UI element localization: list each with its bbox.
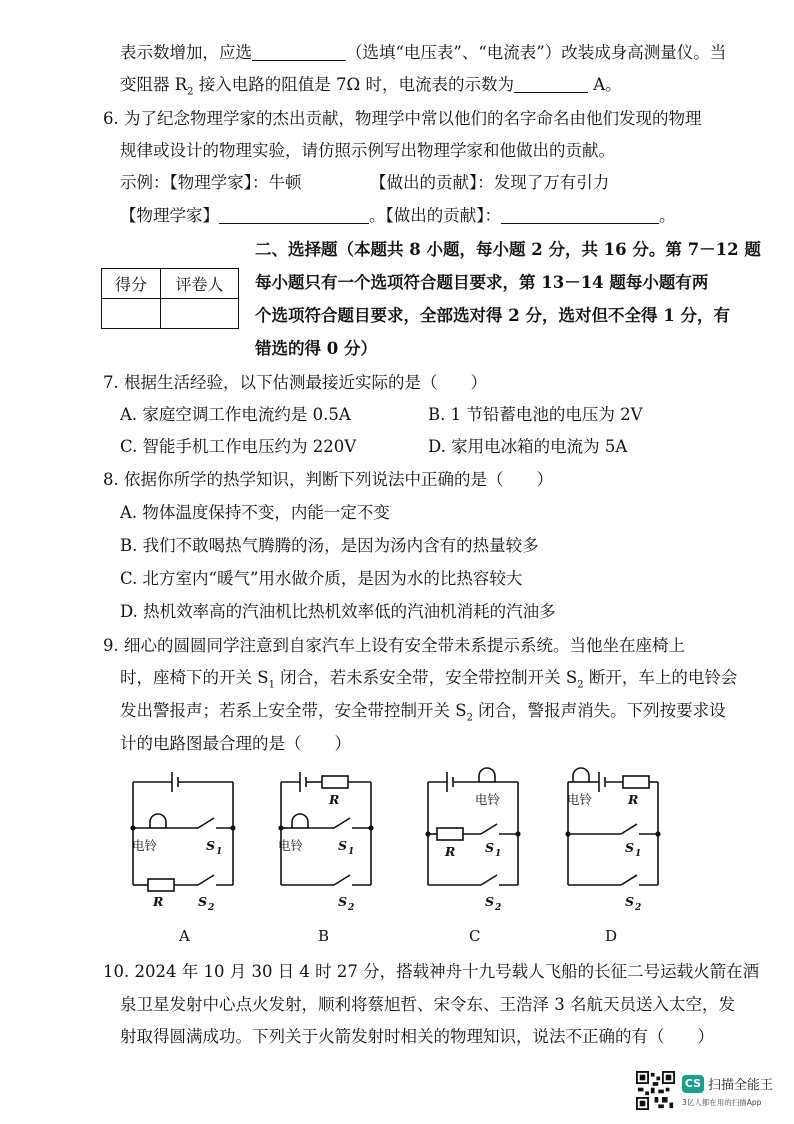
s1-label: S (625, 840, 635, 855)
answer-blank-current[interactable] (514, 76, 588, 93)
q9-stem-line4: 计的电路图最合理的是（ ） (120, 734, 351, 753)
s1-label: S (206, 838, 216, 853)
answer-blank-physicist[interactable] (219, 207, 369, 224)
q10-stem-line2: 泉卫星发射中心点火发射，顺利将蔡旭哲、宋令东、王浩泽 3 名航天员送入太空，发 (120, 995, 735, 1014)
q7-option-a[interactable]: A. 家庭空调工作电流约是 0.5A (120, 405, 351, 424)
score-table (101, 268, 239, 329)
q9-stem-line1: 9. 细心的圆圆同学注意到自家汽车上设有安全带未系提示系统。当他坐在座椅上 (103, 636, 685, 655)
camscanner-subtitle: 3亿人都在用的扫描App (682, 1098, 762, 1107)
switch-s2-icon (198, 875, 214, 885)
q9-stem-line3: 发出警报声；若系上安全带，安全带控制开关 $S_2$ 闭合，警报声消失。下列按要求设 (120, 701, 726, 724)
q6-stem-line2: 规律或设计的物理实验，请仿照示例写出物理学家和他做出的贡献。 (120, 141, 615, 160)
s1-label: S (338, 838, 348, 853)
circuit-a (128, 768, 238, 913)
svg-text:1: 1 (495, 849, 502, 859)
q10-stem-line1: 10. 2024 年 10 月 30 日 4 时 27 分，搭载神舟十九号载人飞船的长征二号运载火箭在酒 (103, 962, 760, 981)
s2-label: S (625, 894, 635, 909)
resistor-icon (148, 879, 174, 891)
section2-line2: 每小题只有一个选项符合题目要求，第 13－14 题每小题有两 (255, 273, 709, 292)
q7-stem: 7. 根据生活经验，以下估测最接近实际的是（ ） (103, 373, 487, 392)
svg-text:1: 1 (216, 847, 223, 857)
switch-s2-icon (334, 875, 350, 885)
switch-s1-icon (198, 818, 214, 828)
r-label: R (329, 792, 340, 807)
r-label: R (628, 792, 639, 807)
grader-cell[interactable] (161, 299, 239, 329)
answer-blank-contribution[interactable] (501, 207, 659, 224)
q6-example-left: 示例：【物理学家】：牛顿 (120, 173, 302, 192)
svg-text:1: 1 (348, 847, 355, 857)
bell-label: 电铃 (567, 792, 593, 807)
circuit-d (563, 768, 663, 913)
q7-option-d[interactable]: D. 家用电冰箱的电流为 5A (428, 437, 628, 456)
q6-fill-line: 【物理学家】 。【做出的贡献】： 。 (120, 206, 676, 225)
q8-option-a[interactable]: A. 物体温度保持不变，内能一定不变 (120, 503, 390, 522)
q6-example-right: 【做出的贡献】：发现了万有引力 (370, 173, 610, 192)
circuit-c (423, 768, 523, 913)
q7-option-b[interactable]: B. 1 节铅蓄电池的电压为 2V (428, 405, 643, 424)
s1-label: S (485, 840, 495, 855)
q9-option-c-label[interactable]: C (469, 927, 481, 945)
q7-option-c[interactable]: C. 智能手机工作电压约为 220V (120, 437, 357, 456)
qr-code-icon (636, 1071, 675, 1110)
bell-icon (150, 814, 166, 828)
bell-label: 电铃 (132, 838, 158, 853)
bell-label: 电铃 (278, 838, 304, 853)
section2-line4: 错选的得 0 分） (255, 339, 377, 358)
score-cell[interactable] (102, 299, 161, 329)
switch-s1-icon (621, 824, 637, 834)
q9-stem-line2: 时，座椅下的开关 $S_1$ 闭合，若未系安全带，安全带控制开关 $S_2$ 断开，车上的电铃会 (120, 668, 738, 691)
answer-blank-meter-type[interactable] (252, 44, 346, 61)
r-label: R (445, 844, 456, 859)
svg-text:1: 1 (635, 849, 642, 859)
svg-text:2: 2 (495, 903, 502, 913)
q9-option-b-label[interactable]: B (318, 927, 330, 945)
s2-label: S (485, 894, 495, 909)
camscanner-title: 扫描全能王 (708, 1078, 774, 1093)
section2-line1: 二、选择题（本题共 8 小题，每小题 2 分，共 16 分。第 7－12 题 (255, 240, 761, 259)
score-label: 得分 (102, 269, 161, 299)
q5-line2: 变阻器 $R_2$ 接入电路的阻值是 7Ω 时，电流表的示数为 A。 (120, 75, 622, 98)
r-label: R (153, 894, 164, 909)
q10-stem-line3: 射取得圆满成功。下列关于火箭发射时相关的物理知识，说法不正确的有（ ） (120, 1027, 714, 1046)
resistor-icon (623, 776, 649, 788)
q8-option-d[interactable]: D. 热机效率高的汽油机比热机效率低的汽油机消耗的汽油多 (120, 602, 556, 621)
bell-icon (573, 768, 589, 782)
grader-label: 评卷人 (161, 269, 239, 299)
q5-line1: 表示数增加，应选 （选填“电压表”、“电流表”）改装成身高测量仪。当 (120, 43, 727, 62)
svg-text:2: 2 (635, 903, 642, 913)
camscanner-logo: CS (682, 1075, 704, 1093)
q9-option-a-label[interactable]: A (179, 927, 190, 945)
bell-label: 电铃 (475, 792, 501, 807)
switch-s2-icon (481, 875, 497, 885)
svg-text:2: 2 (208, 903, 215, 913)
svg-text:2: 2 (348, 903, 355, 913)
q8-stem: 8. 依据你所学的热学知识，判断下列说法中正确的是（ ） (103, 470, 553, 489)
s2-label: S (338, 894, 348, 909)
bell-icon (292, 814, 308, 828)
resistor-icon (322, 776, 348, 788)
q8-option-c[interactable]: C. 北方室内“暖气”用水做介质，是因为水的比热容较大 (120, 569, 523, 588)
section2-line3: 个选项符合题目要求，全部选对得 2 分，选对但不全得 1 分，有 (255, 306, 730, 325)
resistor-icon (437, 828, 463, 840)
circuit-b (276, 768, 376, 913)
q9-option-d-label[interactable]: D (605, 927, 618, 945)
switch-s1-icon (481, 824, 497, 834)
switch-s1-icon (334, 818, 350, 828)
bell-icon (479, 768, 495, 782)
s2-label: S (198, 894, 208, 909)
switch-s2-icon (621, 875, 637, 885)
q6-stem-line1: 6. 为了纪念物理学家的杰出贡献，物理学中常以他们的名字命名由他们发现的物理 (103, 109, 702, 128)
q8-option-b[interactable]: B. 我们不敢喝热气腾腾的汤，是因为汤内含有的热量较多 (120, 536, 539, 555)
